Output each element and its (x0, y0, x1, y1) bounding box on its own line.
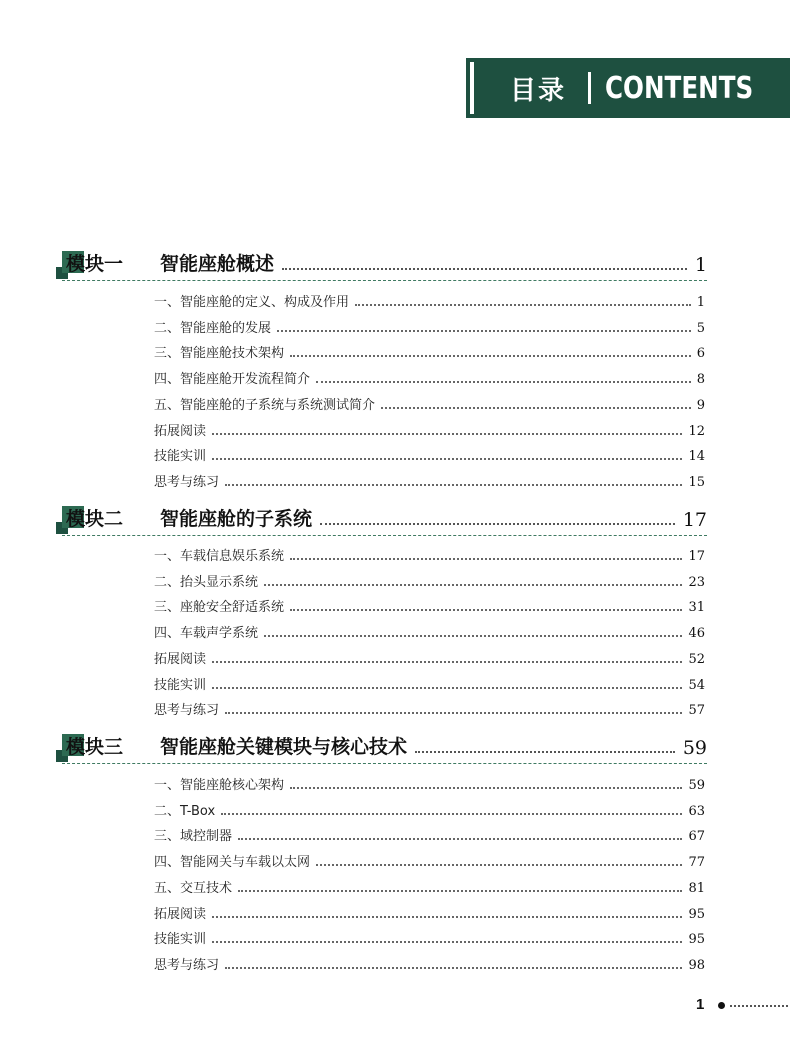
toc-entry[interactable] (154, 369, 705, 387)
toc-entry-title: 一、智能座舱核心架构 (154, 778, 285, 793)
toc-entry[interactable] (154, 826, 705, 844)
toc-entry-page: 31 (688, 600, 705, 615)
contents-banner (470, 62, 790, 114)
toc-entry-title: 技能实训 (154, 932, 207, 947)
module-heading[interactable] (62, 250, 707, 276)
toc-entry-title: 五、智能座舱的子系统与系统测试简介 (154, 398, 376, 413)
module-tag-text: 模块三 (66, 736, 124, 758)
toc-entry[interactable] (154, 597, 705, 615)
toc-entry-page: 81 (688, 881, 705, 896)
leader-dots (225, 711, 682, 714)
module-tag (62, 504, 146, 531)
leader-dots (264, 583, 682, 586)
toc-entry[interactable] (154, 546, 705, 564)
toc-entry-title: 四、智能座舱开发流程简介 (154, 372, 311, 387)
toc-entry-page: 98 (688, 958, 705, 973)
leader-dots (320, 522, 675, 525)
toc-entry-title: 二、抬头显示系统 (154, 575, 259, 590)
toc-entry[interactable] (154, 929, 705, 947)
toc-entry[interactable] (154, 623, 705, 641)
toc-entry-title: 二、智能座舱的发展 (154, 321, 272, 336)
leader-dots (290, 786, 682, 789)
toc-entry-page: 14 (688, 449, 705, 464)
leader-dots (225, 966, 682, 969)
toc-entry-page: 9 (696, 398, 705, 413)
leader-dots (290, 354, 691, 357)
toc-entry-page: 8 (696, 372, 705, 387)
module-tag-text: 模块一 (66, 253, 124, 275)
toc-entry-title: 一、车载信息娱乐系统 (154, 549, 285, 564)
toc-entry[interactable] (154, 675, 705, 693)
leader-dots (212, 457, 682, 460)
module-title: 智能座舱概述 (160, 253, 275, 275)
toc-entry[interactable] (154, 421, 705, 439)
toc-entry-page: 1 (696, 295, 705, 310)
toc-entry[interactable] (154, 446, 705, 464)
toc-entry[interactable] (154, 904, 705, 922)
toc-entry-title: 三、智能座舱技术架构 (154, 346, 285, 361)
toc-entry-page: 77 (688, 855, 705, 870)
leader-dots (212, 915, 682, 918)
toc-entry-title: 思考与练习 (154, 475, 220, 490)
toc-entry-page: 95 (688, 932, 705, 947)
toc-entry[interactable] (154, 292, 705, 310)
module-tag-text: 模块二 (66, 508, 124, 530)
page-number: 1 (696, 996, 705, 1013)
module-divider (62, 535, 707, 536)
leader-dots (290, 557, 682, 560)
leader-dots (355, 303, 691, 306)
toc-entry[interactable] (154, 649, 705, 667)
toc-entry[interactable] (154, 801, 705, 819)
module-heading[interactable] (62, 505, 707, 531)
module-page-number: 17 (682, 509, 707, 531)
module-heading[interactable] (62, 733, 707, 759)
toc-entry-page: 6 (696, 346, 705, 361)
toc-entry-page: 46 (688, 626, 705, 641)
leader-dots (381, 406, 691, 409)
module-divider (62, 763, 707, 764)
leader-dots (282, 267, 687, 270)
module-page-number: 59 (682, 737, 707, 759)
header-title-zh: 目录 (510, 75, 567, 106)
leader-dots (316, 380, 691, 383)
header-separator (588, 72, 591, 104)
toc-entry-title: 思考与练习 (154, 958, 220, 973)
module-title: 智能座舱关键模块与核心技术 (160, 736, 408, 758)
footer-dotted-rule (730, 1005, 788, 1007)
toc-entry-page: 5 (696, 321, 705, 336)
leader-dots (238, 837, 682, 840)
module-tag (62, 732, 146, 759)
toc-entry-title: 拓展阅读 (154, 907, 207, 922)
toc-entry-title: 三、域控制器 (154, 829, 233, 844)
leader-dots (415, 750, 675, 753)
toc-entry-title: 拓展阅读 (154, 652, 207, 667)
toc-entry-title: 技能实训 (154, 678, 207, 693)
toc-entry-page: 67 (688, 829, 705, 844)
leader-dots (225, 483, 682, 486)
leader-dots (212, 432, 682, 435)
toc-entry-page: 63 (688, 804, 705, 819)
leader-dots (221, 812, 682, 815)
toc-entry-title: 技能实训 (154, 449, 207, 464)
module-title: 智能座舱的子系统 (160, 508, 313, 530)
leader-dots (212, 940, 682, 943)
toc-entry[interactable] (154, 572, 705, 590)
module-page-number: 1 (694, 254, 707, 276)
leader-dots (277, 329, 691, 332)
toc-entry[interactable] (154, 343, 705, 361)
toc-entry-page: 15 (688, 475, 705, 490)
toc-entry-page: 54 (688, 678, 705, 693)
toc-entry[interactable] (154, 878, 705, 896)
toc-entry[interactable] (154, 955, 705, 973)
toc-entry-title: 五、交互技术 (154, 881, 233, 896)
toc-entry-title: 三、座舱安全舒适系统 (154, 600, 285, 615)
header-title-en: CONTENTS (605, 70, 754, 106)
toc-entry[interactable] (154, 472, 705, 490)
toc-entry-title: 四、车载声学系统 (154, 626, 259, 641)
toc-entry-page: 59 (688, 778, 705, 793)
toc-entry[interactable] (154, 700, 705, 718)
toc-entry[interactable] (154, 318, 705, 336)
toc-entry-page: 23 (688, 575, 705, 590)
module-tag (62, 249, 146, 276)
toc-entry-title: 四、智能网关与车载以太网 (154, 855, 311, 870)
leader-dots (212, 660, 682, 663)
toc-entry-page: 52 (688, 652, 705, 667)
toc-entry-page: 95 (688, 907, 705, 922)
footer-bullet-icon (718, 1002, 725, 1009)
toc-entry-title: 思考与练习 (154, 703, 220, 718)
toc-entry-page: 57 (688, 703, 705, 718)
leader-dots (264, 634, 682, 637)
leader-dots (212, 686, 682, 689)
toc-entry-page: 12 (688, 424, 705, 439)
toc-entry[interactable] (154, 395, 705, 413)
leader-dots (238, 889, 682, 892)
toc-entry[interactable] (154, 852, 705, 870)
leader-dots (316, 863, 682, 866)
module-divider (62, 280, 707, 281)
leader-dots (290, 608, 682, 611)
toc-entry-title: 二、T-Box (154, 804, 216, 819)
toc-entry-page: 17 (688, 549, 705, 564)
toc-entry-title: 拓展阅读 (154, 424, 207, 439)
toc-entry[interactable] (154, 775, 705, 793)
toc-entry-title: 一、智能座舱的定义、构成及作用 (154, 295, 350, 310)
